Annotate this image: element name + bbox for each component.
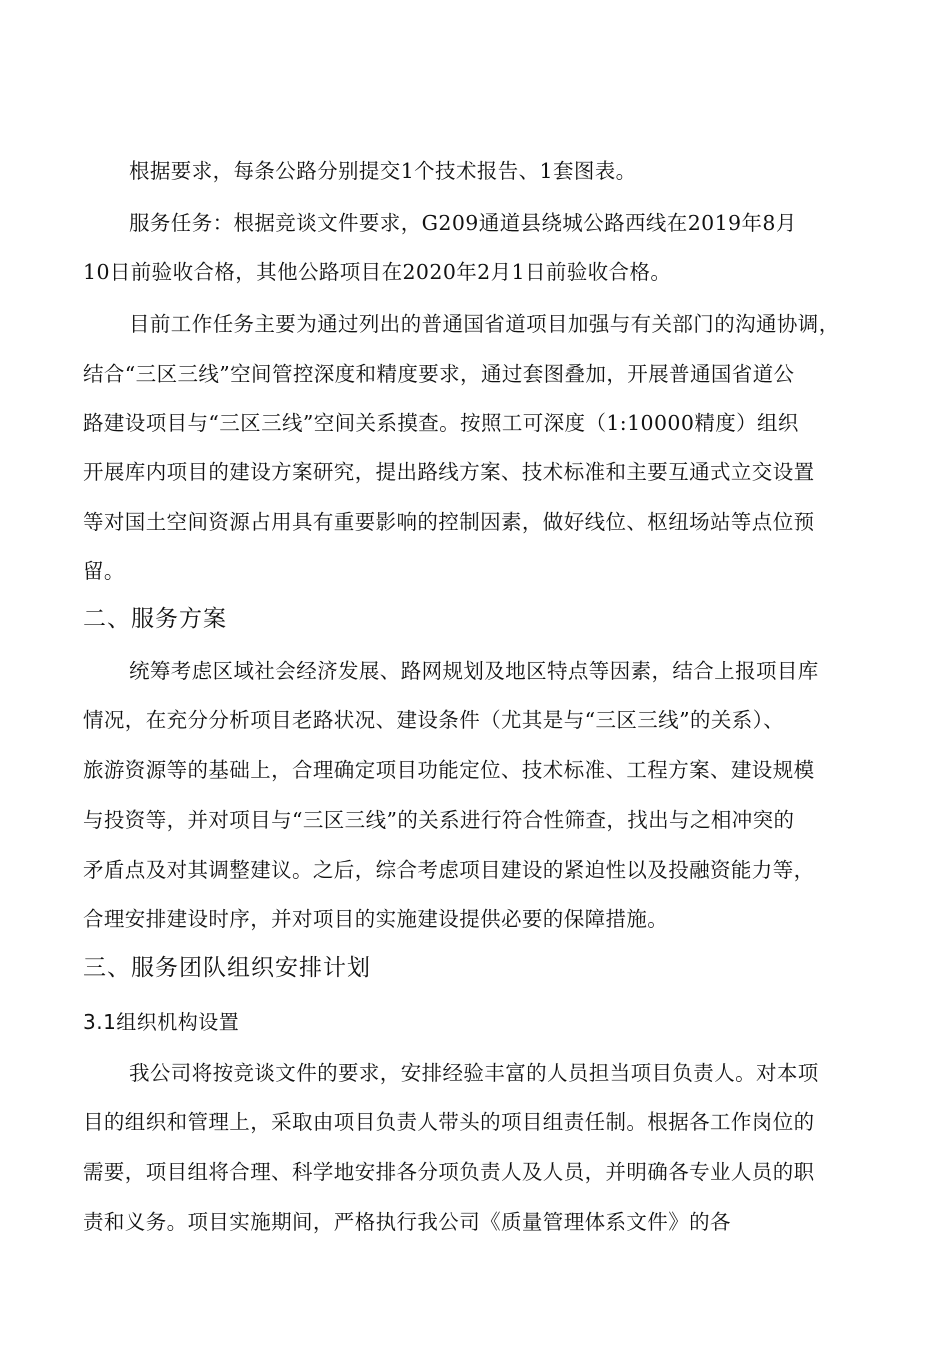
paragraph-line: 路建设项目与“三区三线”空间关系摸查。按照工可深度（1:10000精度）组织 [83,411,799,435]
section-heading-2: 二、服务方案 [83,606,227,632]
paragraph-line: 留。 [83,559,125,583]
paragraph-line: 矛盾点及对其调整建议。之后，综合考虑项目建设的紧迫性以及投融资能力等， [83,858,815,882]
paragraph-line: 等对国土空间资源占用具有重要影响的控制因素，做好线位、枢纽场站等点位预 [83,510,815,534]
paragraph-line: 需要，项目组将合理、科学地安排各分项负责人及人员，并明确各专业人员的职 [83,1160,815,1184]
paragraph-line: 目前工作任务主要为通过列出的普通国省道项目加强与有关部门的沟通协调， [129,312,840,336]
paragraph-line: 服务任务：根据竞谈文件要求，G209通道县绕城公路西线在2019年8月 [129,211,797,235]
section-heading-3: 三、服务团队组织安排计划 [83,955,371,981]
subsection-heading-3-1: 3.1组织机构设置 [83,1010,240,1034]
paragraph-line: 情况，在充分分析项目老路状况、建设条件（尤其是与“三区三线”的关系）、 [83,708,785,732]
paragraph-line: 统筹考虑区域社会经济发展、路网规划及地区特点等因素，结合上报项目库 [129,659,819,683]
paragraph-line: 根据要求，每条公路分别提交1个技术报告、1套图表。 [129,159,637,183]
paragraph-line: 合理安排建设时序，并对项目的实施建设提供必要的保障措施。 [83,907,669,931]
paragraph-line: 10日前验收合格，其他公路项目在2020年2月1日前验收合格。 [83,260,672,284]
paragraph-line: 与投资等，并对项目与“三区三线”的关系进行符合性筛查，找出与之相冲突的 [83,808,795,832]
paragraph-line: 责和义务。项目实施期间，严格执行我公司《质量管理体系文件》的各 [83,1210,731,1234]
paragraph-line: 旅游资源等的基础上，合理确定项目功能定位、技术标准、工程方案、建设规模 [83,758,815,782]
paragraph-line: 我公司将按竞谈文件的要求，安排经验丰富的人员担当项目负责人。对本项 [129,1061,819,1085]
paragraph-line: 开展库内项目的建设方案研究，提出路线方案、技术标准和主要互通式立交设置 [83,460,815,484]
paragraph-line: 目的组织和管理上，采取由项目负责人带头的项目组责任制。根据各工作岗位的 [83,1110,815,1134]
paragraph-line: 结合“三区三线”空间管控深度和精度要求，通过套图叠加，开展普通国省道公 [83,362,795,386]
